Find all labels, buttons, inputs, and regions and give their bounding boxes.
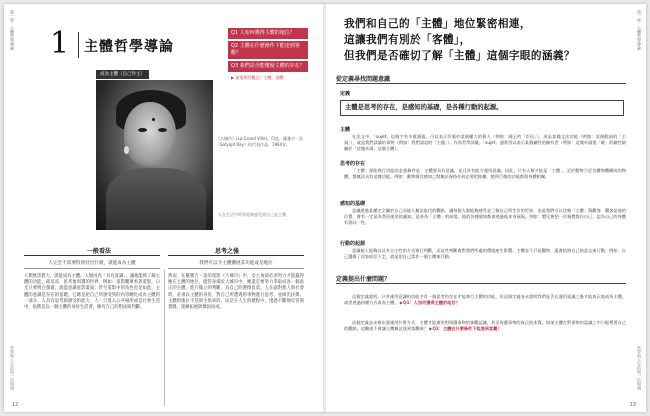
column-separator (164, 270, 165, 406)
left-side-footer: 哲學與人生的第一次相遇 (10, 346, 15, 390)
column-heading-common-view: 一般看法 (86, 248, 111, 255)
question-paragraph-2-text: 這個定義並未指出要運用什麼方式，主體才能運用對周遭事物的客觀認識，甚至周遭事物的真正的本質。如果主體在對事物的認識之中只能帶著自己的觀點，這難道不會讓主體無法達到客觀嗎？ (344, 320, 626, 331)
portrait-photo (96, 80, 213, 230)
chapter-divider (78, 32, 79, 58)
photo-face (124, 102, 176, 166)
section-heading-definition: 從定義尋找問題意識 (336, 76, 391, 83)
question-box (228, 28, 308, 81)
column-rule (168, 255, 304, 256)
question-link-1[interactable]: ▶Q1：人如何獲得主體的地位？ (399, 300, 460, 305)
photo-footnote: 人在生活中時常能夠感受到自己是主體 (218, 212, 286, 217)
column-subheading-after-thinking: 我們可以令主體擴展其功能或是地位 (199, 261, 273, 266)
question-2: Q2 主體在什麼條件下能達到客觀？ (228, 41, 308, 59)
section-heading-questions: 定義提出什麼問題？ (336, 276, 391, 283)
subsection-text-action: 意識使人能夠以具有自主性的方式進行判斷，而這些判斷會對我們所處的環境產生影響。主體並不只是觀察，還會依照自己的意志來行動，例如：自己選擇了回家或往下走，就是把自己當作一個主體來行動。 (344, 248, 626, 259)
subsection-text-subject: 在法文中，「sujet」這個字有多重涵義，可以表示臣服於某個權力的個人（例如：國王的「臣民」），或是某種文法功能（例如：某個動詞的「主詞」），或是我們談論的事物（例如：我們談話的「主題」）。作為哲學詞彙，「sujet」通常用以表示某個屬性的擁有者（例如：這塊木頭很「硬」的屬性歸屬於「這塊木頭」這個主體）。 (344, 134, 626, 151)
question-note: ▶ 最重要的觀念：主體、客體 (231, 75, 284, 80)
subsection-text-thinking: 「主體」要能執行功能的必要條件是：主體要具有意識，並且具有能力運用意識。因此，只有人類才能是「主體」，至於動物乃至各種物體構成的物體，都無法具有這種功能。例如：動物與其感知之間無法保持任何必要的距離，牠所行使的功能都與身體相關。 (344, 168, 626, 179)
title-line-3: 但我們是否確切了解「主體」這個字眼的涵義？ (344, 50, 575, 62)
page-title (344, 16, 614, 64)
column-body-common-view: 人類無需費力，就能成為主體。人類因為「具有意識」，讓他能夠了解主體的功能，即反省、思考他周遭的世界，例如：電影觀眾看著電影，日光只要明白螢幕，就能意識電影畫面；甚至電影中的角色也是如此。主體的意識是存在的基礎，它總是把自己所感受到的內容轉化成為主體的一部分。人具有思考與感受的能力，人一旦進入公共場所或是社會生活中，依舊是以一個主體的身份生活著，擁有自己的想法與判斷。 (24, 274, 160, 311)
left-page-number: 12 (12, 402, 19, 408)
chapter-title: 主體哲學導論 (84, 39, 174, 55)
subsection-text-perception: 意識透過某種完全屬於自己而他人無法取代的觀點，讓每個人都能夠感受並了解自己所生存的世界，由此我們可以比較「主體」與觀客：觀客是他的位置，會有一定是為我而運用的識知，是身為「主體」的前提。他的各種感知都會透過他本身展現，例如：嬰兒會把一切視覺都作自己，認為自己的身體有著同一性。 (344, 208, 626, 225)
section-rule (336, 83, 626, 84)
photo-caption: 《大城市》(La Grand Ville)，印度，薩雅吉・雷（Satyajit Ray）的代表作品，1964年。 (216, 136, 304, 147)
column-subrule (168, 268, 304, 269)
definition-title: 定義 (340, 91, 351, 97)
column-body-after-thinking: 然而，在羅雅吉・雷的電影《大城市》中，女主角卻必須努力才能贏得她在主體的地位。儘管身處於大城市中，她還是要努力爭取成為一個真正的主體，進行獨立的判斷，為自己的選擇負責。人在面對他人與社會時，必須以主體的身份，對自己所遭遇的事物進行思考，並做出抉擇。主體的地位不是與生俱來的，而是在人生的歷程中，透過不斷地反省與實踐，逐漸拓展與鞏固而成。 (168, 274, 304, 311)
right-side-footer: 哲學與人生的第一次相遇 (637, 346, 642, 390)
section-rule (336, 283, 626, 284)
subsection-title-thinking: 思考的存在 (340, 161, 366, 167)
photo-bindi (152, 118, 155, 121)
photo-label: 成為主體（自己作主） (96, 70, 149, 79)
title-line-2: 這讓我們有別於「客體」， (344, 34, 471, 46)
right-page-number: 13 (629, 402, 636, 408)
book-spread (4, 4, 646, 412)
subsection-title-subject: 主體 (340, 127, 351, 133)
column-heading-after-thinking: 思考之後 (214, 248, 239, 255)
title-line-1: 我們和自己的「主體」地位緊密相連， (344, 18, 531, 30)
chapter-number: 1 (50, 26, 70, 61)
question-paragraph-1-text: 這個定義說明，只有運用意識的功能才有一個思考的存在才能執行主體的功能，但這個定義並未說明我們是否在運用意識之後才能真正地成為主體，或者透過何種方式成為主體。 (344, 294, 626, 305)
question-paragraph-1 (344, 294, 626, 306)
photo-body (106, 168, 206, 230)
right-page (326, 4, 646, 412)
column-subheading-common-view: 人完全不需要特別付出什麼，就能成為主體 (48, 261, 136, 266)
photo-earring (124, 146, 129, 154)
left-page (4, 4, 324, 412)
question-3: Q3 我們是否能懷疑主體的存在？ (228, 61, 308, 72)
question-link-2[interactable]: ▶Q2：主體在什麼條件下能達到客觀？ (429, 326, 502, 331)
column-rule (24, 255, 160, 256)
photo-eye-right (158, 128, 167, 132)
question-paragraph-2 (344, 320, 626, 332)
photo-eye-left (138, 128, 147, 132)
column-subrule (24, 268, 160, 269)
definition-box: 主體是思考的存在，是感知的基礎，是各種行動的起源。 (340, 100, 624, 116)
left-running-head: 第一章・主體哲學導論 (10, 10, 15, 50)
question-1: Q1 人如何獲得主體的地位？ (228, 28, 308, 39)
subsection-title-perception: 感知的基礎 (340, 201, 366, 207)
subsection-title-action: 行動的起源 (340, 241, 366, 247)
right-running-head: 第一章・主體哲學導論 (637, 10, 642, 50)
